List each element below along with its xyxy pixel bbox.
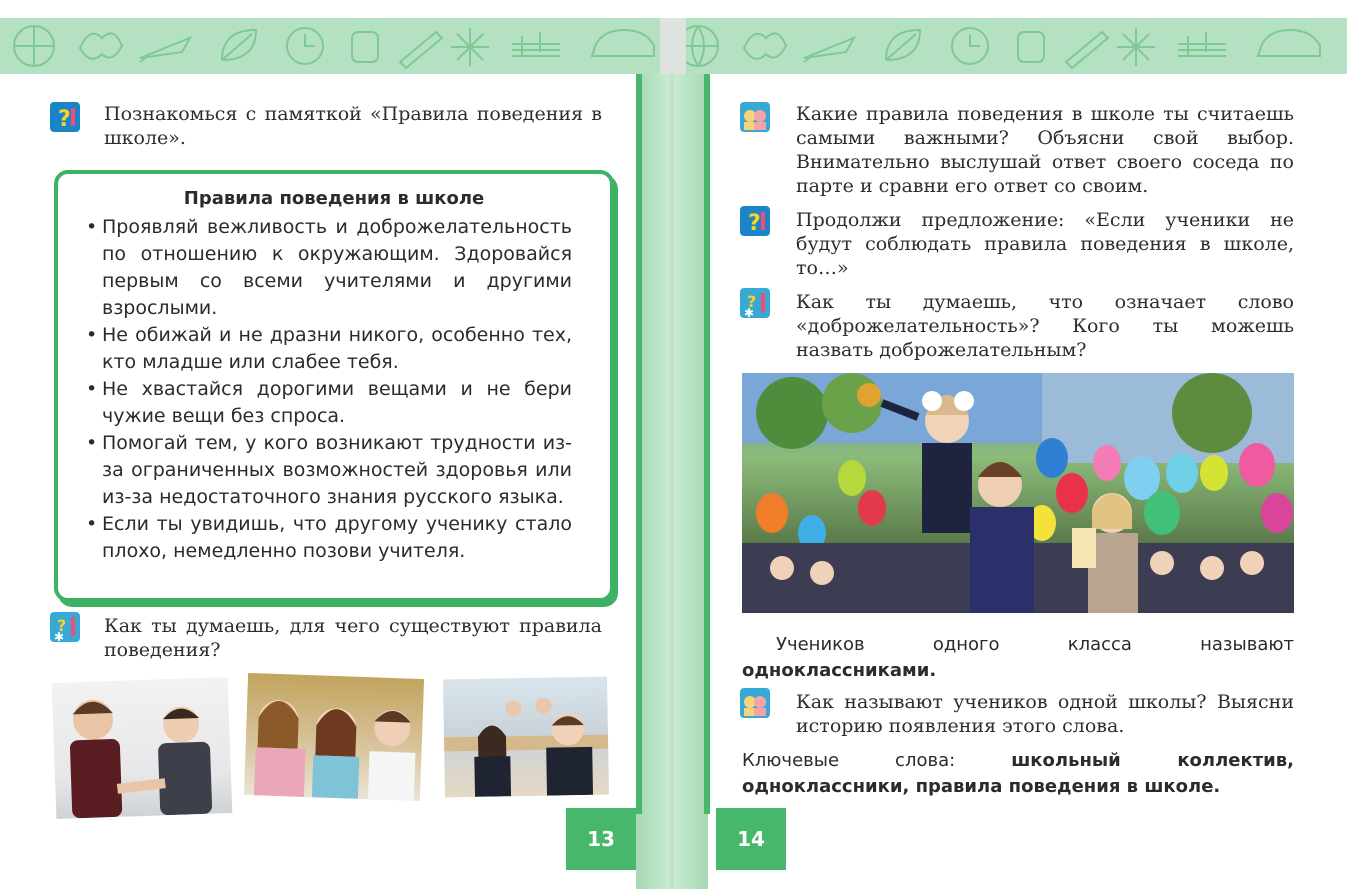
svg-text:?: ? xyxy=(57,616,67,635)
music-notes-icon xyxy=(512,32,560,56)
svg-text:✱: ✱ xyxy=(54,630,65,642)
sparkle-icon xyxy=(1117,28,1155,66)
caption-text: Учеников одного класса называют xyxy=(776,634,1294,655)
car-icon xyxy=(1258,30,1320,56)
right-page-frame xyxy=(704,74,710,814)
decorative-header-band-left xyxy=(0,18,660,74)
photo-classroom xyxy=(443,677,609,798)
intro-text: Познакомься с памяткой «Правила поведения в школе». xyxy=(104,103,602,149)
decorative-header-band-right xyxy=(686,18,1347,74)
question-mark-pencil-icon xyxy=(740,206,770,236)
keywords xyxy=(742,748,1294,800)
question-sparkle-icon xyxy=(740,288,770,318)
svg-text:✱: ✱ xyxy=(744,306,755,318)
list-item: • Помогай тем, у кого возникают трудности из-за ограниченных возможностей здоровья или из-за недостаточного знания русского языка. xyxy=(86,430,572,511)
pair-work-icon xyxy=(740,688,770,718)
list-item: • Не хвастайся дорогими вещами и не бери чужие вещи без спроса. xyxy=(86,376,572,430)
rocket-icon xyxy=(140,38,190,62)
pen-icon xyxy=(400,32,442,68)
rules-list xyxy=(86,214,572,565)
photo-laughing-kids xyxy=(244,673,424,801)
photo-school-celebration xyxy=(742,373,1294,613)
butterfly-icon xyxy=(744,34,786,59)
keywords-list: школьный коллектив, одноклассники, правила поведения в школе. xyxy=(742,750,1294,797)
rules-box xyxy=(54,170,614,602)
question-continue-sentence: Продолжи предложение: «Если ученики не будут соблюдать правила поведения в школе, то…» xyxy=(796,209,1294,279)
leaf-icon xyxy=(886,30,920,60)
keywords-label: Ключевые слова: xyxy=(742,750,1012,771)
butterfly-icon xyxy=(80,34,122,59)
rules-title: Правила поведения в школе xyxy=(183,188,485,209)
pair-work-icon xyxy=(740,102,770,132)
list-item: • Не обижай и не дразни никого, особенно тех, кто младше или слабее тебя. xyxy=(86,322,572,376)
question-why-rules: Как ты думаешь, для чего существуют правила поведения? xyxy=(104,615,602,661)
backpack-icon xyxy=(1018,32,1044,62)
question-benevolence: Как ты думаешь, что означает слово «доброжелательность»? Кого ты можешь назвать доброжелательным? xyxy=(796,291,1294,361)
page-number-14: 14 xyxy=(716,808,786,870)
photo-handshake xyxy=(52,677,233,819)
page-number-13: 13 xyxy=(566,808,636,870)
list-item: • Проявляй вежливость и доброжелательность по отношению к окружающим. Здоровайся первым со всеми учителями и другими взрослыми. xyxy=(86,214,572,322)
svg-text:?: ? xyxy=(747,292,757,311)
question-school-students: Как называют учеников одной школы? Выясни историю появления этого слова. xyxy=(796,691,1294,737)
pen-icon xyxy=(1066,32,1108,68)
backpack-icon xyxy=(352,32,378,62)
list-item: • Если ты увидишь, что другому ученику стало плохо, немедленно позови учителя. xyxy=(86,511,572,565)
leaf-icon xyxy=(222,30,256,60)
car-icon xyxy=(592,30,654,56)
svg-text:?: ? xyxy=(58,107,71,132)
book-spine xyxy=(636,74,708,889)
caption-bold-term: одноклассниками. xyxy=(742,660,937,681)
left-page-frame xyxy=(636,74,642,814)
top-edge xyxy=(0,0,1347,18)
music-notes-icon xyxy=(1178,32,1226,56)
rocket-icon xyxy=(804,38,854,62)
sparkle-icon xyxy=(451,28,489,66)
question-sparkle-icon xyxy=(50,612,80,642)
question-important-rules: Какие правила поведения в школе ты считаешь самыми важными? Объясни свой выбор. Внимательно выслушай ответ своего соседа по парте и сравни его ответ со своим. xyxy=(796,103,1294,197)
question-mark-pencil-icon xyxy=(50,102,80,132)
classmates-caption xyxy=(742,632,1294,684)
svg-text:?: ? xyxy=(748,211,761,236)
